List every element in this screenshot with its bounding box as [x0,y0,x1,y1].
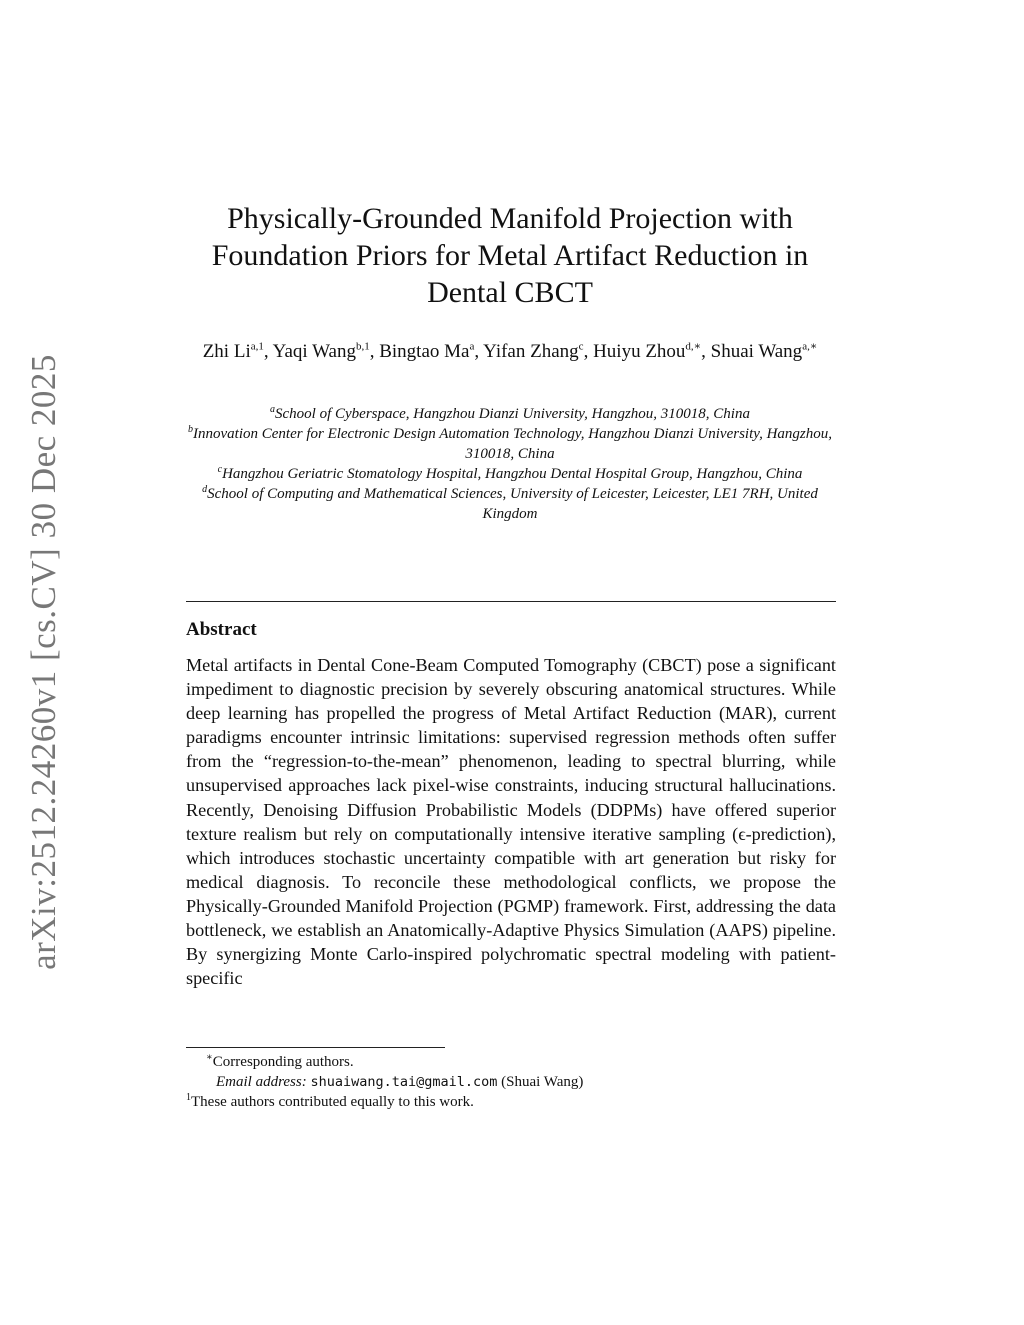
footnote-rule [186,1047,445,1048]
title-line-2: Foundation Priors for Metal Artifact Reduction in [211,239,809,272]
footnote-corresponding: ∗Corresponding authors. [206,1052,354,1070]
affiliation: $^d$School of Computing and Mathematical Sciences, University of Leicester, Leicester, LE1 7RH, United Kingdom [202,484,818,522]
footnotes [186,1052,846,1112]
abstract-top-rule [186,601,836,602]
author: Shuai Wang$^{a,∗}$ [710,340,818,362]
author: Yaqi Wang$^{b,1}$ [272,340,370,362]
footnote-email: Email address: shuaiwang.tai@gmail.com (Shuai Wang) [216,1074,584,1090]
email-address: shuaiwang.tai@gmail.com [310,1074,498,1090]
affiliation: $^b$Innovation Center for Electronic Design Automation Technology, Hangzhou Dianzi University, Hangzhou, 310018, China [188,424,832,462]
author: Huiyu Zhou$^{d,∗}$ [593,340,702,362]
arxiv-identifier: arXiv:2512.24260v1 [cs.CV] 30 Dec 2025 [24,354,63,970]
affiliation: $^a$School of Cyberspace, Hangzhou Dianzi University, Hangzhou, 310018, China [270,404,750,422]
footnote-equal-contribution: $^1$These authors contributed equally to this work. [186,1092,474,1110]
title-line-3: Dental CBCT [427,276,593,309]
title-line-1: Physically-Grounded Manifold Projection with [227,202,793,235]
paper-title [150,200,870,311]
abstract-text: Metal artifacts in Dental Cone-Beam Computed Tomography (CBCT) pose a significant impediment to diagnostic precision by severely obscuring anatomical structures. While deep learning has propelled the progress of Metal Artifact Reduction (MAR), current paradigms encounter intrinsic limitations: supervised regression methods often suffer from the “regression-to-the-mean” phenomenon, leading to spectral blurring, while unsupervised approaches lack pixel-wise constraints, inducing structural hallucinations. Recently, Denoising Diffusion Probabilistic Models (DDPMs) have offered superior texture realism but rely on computationally intensive iterative sampling (ϵ-prediction), which introduces stochastic uncertainty compatible with art generation but risky for medical diagnosis. To reconcile these methodological conflicts, we propose the Physically-Grounded Manifold Projection (PGMP) framework. First, addressing the data bottleneck, we establish an Anatomically-Adaptive Physics Simulation (AAPS) pipeline. By synergizing Monte Carlo-inspired polychromatic spectral modeling with patient-specific [186,655,836,989]
affiliations [180,404,840,524]
author: Bingtao Ma$^a$ [379,340,475,362]
author-list: Zhi Li$^{a,1}$, Yaqi Wang$^{b,1}$, Bingtao Ma$^a$, Yifan Zhang$^c$, Huiyu Zhou$^{d,∗}$, Shuai Wang$^{a,∗}$ [202,340,818,362]
author: Zhi Li$^{a,1}$ [202,340,264,362]
affiliation: $^c$Hangzhou Geriatric Stomatology Hospital, Hangzhou Dental Hospital Group, Hangzhou, China [217,464,803,482]
abstract-heading: Abstract [186,619,257,640]
author: Yifan Zhang$^c$ [483,340,584,362]
